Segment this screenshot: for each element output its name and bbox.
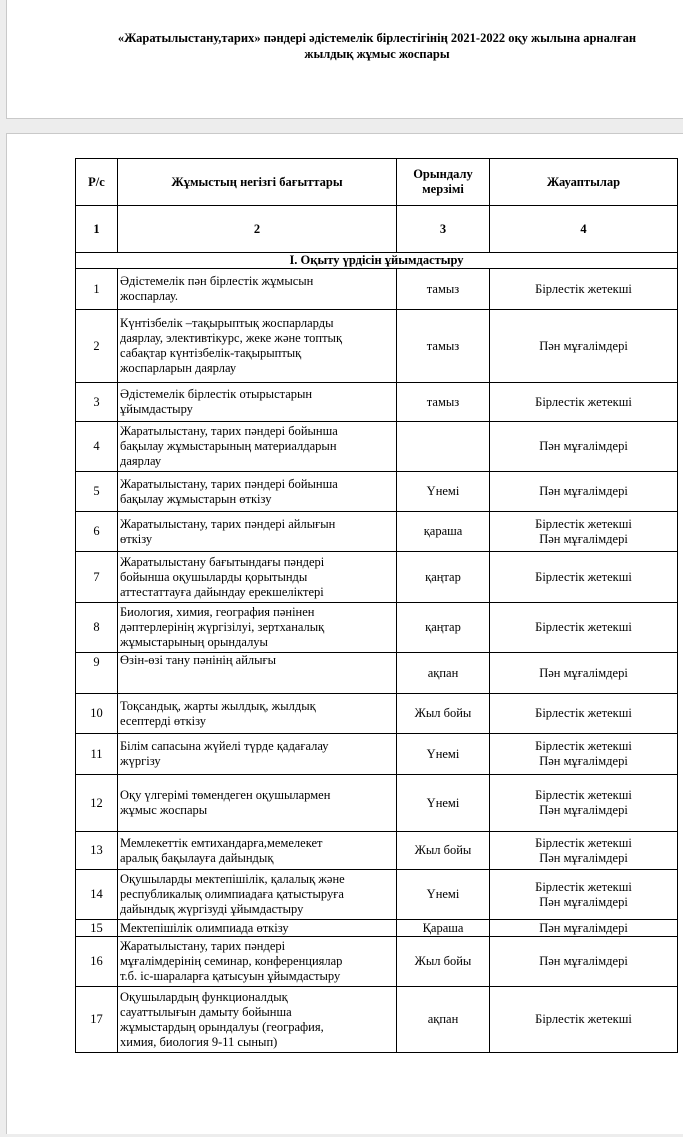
row-responsible-line: Пән мұғалімдері: [539, 850, 628, 865]
table-row: [76, 472, 678, 512]
row-task-line: ұйымдастыру: [120, 402, 193, 416]
row-task-line: Жаратылыстану, тарих пәндері бойынша: [120, 476, 338, 491]
row-responsible-line: Бірлестік жетекші: [535, 706, 632, 720]
table-row: [76, 310, 678, 383]
row-responsible-line: Пән мұғалімдері: [539, 665, 628, 680]
row-responsible-line: Бірлестік жетекші: [535, 569, 632, 584]
row-number: 8: [76, 603, 118, 653]
row-responsible-line: Пән мұғалімдері: [539, 439, 628, 453]
row-responsible-line: Пән мұғалімдері: [539, 754, 628, 768]
row-responsible-line: Бірлестік жетекші: [535, 620, 632, 634]
row-responsible: [490, 422, 678, 472]
row-term: тамыз: [397, 269, 490, 310]
table-row: [76, 512, 678, 552]
row-task-line: бақылау жұмыстарын өткізу: [120, 491, 272, 506]
table-row: [76, 832, 678, 870]
row-task-line: аралық бақылауға дайындық: [120, 850, 274, 865]
row-term: Үнемі: [397, 870, 490, 920]
row-responsible-line: Пән мұғалімдері: [539, 803, 628, 817]
row-task-line: т.б. іс-шараларға қатысуын ұйымдастыру: [120, 969, 341, 983]
table-row: [76, 269, 678, 310]
row-task-line: Жаратылыстану, тарих пәндері: [120, 939, 286, 953]
row-responsible-line: Бірлестік жетекші: [535, 281, 632, 296]
table-row: [76, 383, 678, 422]
row-task-line: Жаратылыстану, тарих пәндері айлығын: [120, 516, 336, 531]
row-number: 13: [76, 832, 118, 870]
row-task-line: Оқушылардың функционалдық: [120, 989, 288, 1004]
row-task-line: Өзін-өзі тану пәнінің айлығы: [120, 653, 277, 667]
document-title: [67, 30, 683, 62]
row-number: 3: [76, 383, 118, 422]
row-responsible-line: Бірлестік жетекші: [535, 739, 632, 753]
row-task: [118, 832, 397, 870]
row-responsible: [490, 937, 678, 987]
row-responsible: [490, 870, 678, 920]
row-number: 10: [76, 694, 118, 734]
row-task: [118, 694, 397, 734]
row-task-line: Білім сапасына жүйелі түрде қадағалау: [120, 739, 329, 753]
row-term: қаңтар: [397, 603, 490, 653]
row-responsible-line: Пән мұғалімдері: [539, 338, 628, 353]
row-term: Үнемі: [397, 734, 490, 775]
work-plan-body: [76, 159, 678, 1053]
table-row: [76, 552, 678, 603]
row-responsible: [490, 920, 678, 937]
row-task-line: есептерді өткізу: [120, 713, 207, 728]
row-number: 14: [76, 870, 118, 920]
row-term: Жыл бойы: [397, 694, 490, 734]
row-responsible: [490, 694, 678, 734]
table-row: [76, 987, 678, 1053]
row-task: [118, 987, 397, 1053]
row-responsible-line: Пән мұғалімдері: [539, 484, 628, 498]
row-task: [118, 310, 397, 383]
row-task-line: Жаратылыстану, тарих пәндері бойынша: [120, 424, 338, 438]
header-resp: Жауаптылар: [490, 159, 678, 206]
row-responsible-line: Бірлестік жетекші: [535, 879, 632, 894]
row-task-line: Оқу үлгерімі төмендеген оқушылармен: [120, 788, 331, 802]
table-row: [76, 870, 678, 920]
row-term: ақпан: [397, 653, 490, 694]
row-task: [118, 383, 397, 422]
row-task-line: жүргізу: [120, 754, 161, 768]
row-term: ақпан: [397, 987, 490, 1053]
row-term: [397, 422, 490, 472]
row-task: [118, 734, 397, 775]
header-number-3: 3: [397, 206, 490, 253]
row-task-line: даярлау, элективтікурс, жеке және топтық: [120, 331, 343, 345]
row-responsible: [490, 734, 678, 775]
row-task-line: сабақтар күнтізбелік-тақырыптық: [120, 346, 302, 360]
row-task-line: республикалық олимпиадаға қатыстыруға: [120, 887, 344, 901]
row-number: 7: [76, 552, 118, 603]
row-responsible: [490, 472, 678, 512]
header-task: Жұмыстың негізгі бағыттары: [118, 159, 397, 206]
row-task: [118, 937, 397, 987]
row-responsible: [490, 987, 678, 1053]
row-responsible-line: Бірлестік жетекші: [535, 835, 632, 850]
row-number: 1: [76, 269, 118, 310]
section-title: І. Оқыту үрдісін ұйымдастыру: [76, 253, 678, 269]
header-number-2: 2: [118, 206, 397, 253]
row-task-line: сауаттылығын дамыту бойынша: [120, 1004, 292, 1019]
header-number-row: [76, 206, 678, 253]
row-responsible-line: Пән мұғалімдері: [539, 954, 628, 968]
row-task-line: жұмыс жоспары: [120, 803, 208, 817]
row-number: 15: [76, 920, 118, 937]
row-responsible-line: Пән мұғалімдері: [539, 531, 628, 546]
row-responsible-line: Бірлестік жетекші: [535, 788, 632, 802]
row-task-line: жұмыстарының орындалуы: [120, 635, 268, 649]
row-number: 9: [76, 653, 118, 694]
row-task: [118, 603, 397, 653]
table-row: [76, 603, 678, 653]
row-number: 4: [76, 422, 118, 472]
title-line-2: жылдық жұмыс жоспары: [304, 47, 450, 61]
header-row: [76, 159, 678, 206]
row-responsible-line: Пән мұғалімдері: [539, 894, 628, 909]
row-task: [118, 920, 397, 937]
row-task-line: Мектепішілік олимпиада өткізу: [120, 920, 289, 935]
row-responsible: [490, 603, 678, 653]
table-row: [76, 653, 678, 694]
row-task: [118, 870, 397, 920]
row-responsible: [490, 775, 678, 832]
row-task: [118, 422, 397, 472]
row-task-line: Мемлекеттік емтихандарға,мемелекет: [120, 835, 323, 850]
row-task-line: жоспарларын даярлау: [120, 361, 237, 375]
table-row: [76, 920, 678, 937]
row-number: 16: [76, 937, 118, 987]
row-task-line: Әдістемелік пән бірлестік жұмысын: [120, 274, 314, 288]
row-task: [118, 512, 397, 552]
row-task-line: жоспарлау.: [120, 289, 179, 303]
row-task: [118, 552, 397, 603]
row-task-line: Биология, химия, география пәнінен: [120, 605, 315, 619]
row-task-line: дайындық жүргізуді ұйымдастыру: [120, 902, 304, 916]
row-task-line: Жаратылыстану бағытындағы пәндері: [120, 554, 325, 569]
header-term: [397, 159, 490, 206]
row-term: тамыз: [397, 310, 490, 383]
row-responsible: [490, 310, 678, 383]
row-task-line: Күнтізбелік –тақырыптық жоспарларды: [120, 316, 334, 330]
row-task-line: аттестаттауға дайындау ерекшеліктері: [120, 584, 324, 599]
row-number: 2: [76, 310, 118, 383]
table-row: [76, 422, 678, 472]
header-term-line-2: мерзімі: [422, 182, 464, 196]
row-responsible-line: Пән мұғалімдері: [539, 920, 628, 935]
row-task-line: бақылау жұмыстарының материалдарын: [120, 439, 337, 453]
row-number: 11: [76, 734, 118, 775]
row-term: Жыл бойы: [397, 937, 490, 987]
header-number-4: 4: [490, 206, 678, 253]
row-responsible: [490, 832, 678, 870]
row-responsible: [490, 383, 678, 422]
row-term: Үнемі: [397, 472, 490, 512]
row-task-line: дәптерлерінің жүргізілуі, зертханалық: [120, 620, 325, 634]
row-task: [118, 269, 397, 310]
row-task-line: мұғалімдерінің семинар, конференциялар: [120, 954, 343, 968]
row-task-line: даярлау: [120, 454, 162, 468]
row-term: Қараша: [397, 920, 490, 937]
row-task: [118, 775, 397, 832]
row-responsible-line: Бірлестік жетекші: [535, 516, 632, 531]
table-row: [76, 734, 678, 775]
row-responsible: [490, 653, 678, 694]
header-term-line-1: Орындалу: [413, 167, 473, 181]
row-term: тамыз: [397, 383, 490, 422]
table-row: [76, 937, 678, 987]
row-task-line: Әдістемелік бірлестік отырыстарын: [120, 387, 313, 401]
row-task-line: бойынша оқушыларды қорытынды: [120, 569, 308, 584]
header-number-1: 1: [76, 206, 118, 253]
row-term: Жыл бойы: [397, 832, 490, 870]
row-task: [118, 653, 397, 694]
title-line-1: «Жаратылыстану,тарих» пәндері әдістемелік бірлестігінің 2021-2022 оқу жылына арналған: [117, 31, 637, 45]
section-row: [76, 253, 678, 269]
row-task-line: Тоқсандық, жарты жылдық, жылдық: [120, 698, 316, 713]
row-responsible-line: Бірлестік жетекші: [535, 1012, 632, 1026]
row-task-line: химия, биология 9-11 сынып): [120, 1034, 278, 1049]
row-task-line: өткізу: [120, 531, 153, 546]
header-num: Р/с: [76, 159, 118, 206]
table-row: [76, 694, 678, 734]
row-number: 5: [76, 472, 118, 512]
row-term: қараша: [397, 512, 490, 552]
row-responsible: [490, 269, 678, 310]
row-task-line: Оқушыларды мектепішілік, қалалық және: [120, 872, 345, 886]
row-responsible: [490, 512, 678, 552]
row-number: 6: [76, 512, 118, 552]
table-row: [76, 775, 678, 832]
row-task-line: жұмыстардың орындалуы (география,: [120, 1019, 324, 1034]
row-responsible: [490, 552, 678, 603]
row-task: [118, 472, 397, 512]
row-term: Үнемі: [397, 775, 490, 832]
row-number: 17: [76, 987, 118, 1053]
page-1: [6, 0, 683, 119]
work-plan-table: [75, 158, 678, 1053]
row-number: 12: [76, 775, 118, 832]
row-term: қаңтар: [397, 552, 490, 603]
row-responsible-line: Бірлестік жетекші: [535, 394, 632, 409]
